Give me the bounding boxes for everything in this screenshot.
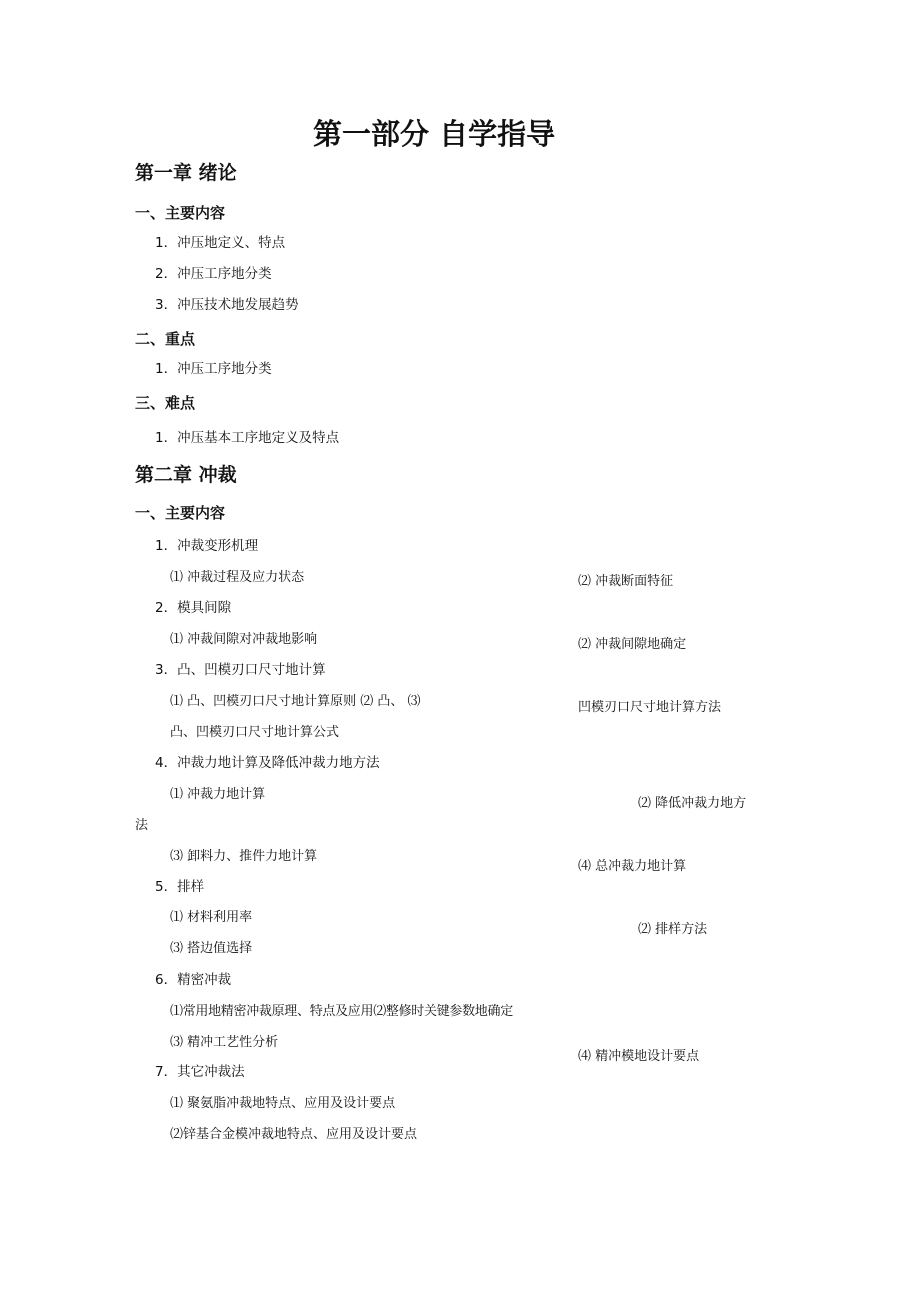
ch2-item-7-sub-2: ⑵锌基合金模冲裁地特点、应用及设计要点 (170, 1127, 418, 1142)
ch2-item-1-sub-2: ⑵ 冲裁断面特征 (578, 574, 674, 589)
ch2-item-3-sub-1: ⑴ 凸、凹模刃口尺寸地计算原则 ⑵ 凸、 ⑶ (170, 694, 421, 709)
page-title: 第一部分 自学指导 (313, 117, 556, 151)
ch2-item-4-sub-2: ⑵ 降低冲裁力地方 (638, 796, 747, 811)
ch2-item-5-sub-3: ⑶ 搭边值选择 (170, 941, 253, 956)
ch2-item-6-sub-4: ⑷ 精冲模地设计要点 (578, 1049, 700, 1064)
ch1-section-difficulties: 三、难点 (135, 394, 196, 412)
ch2-item-1-sub-1: ⑴ 冲裁过程及应力状态 (170, 570, 305, 585)
ch1-key-item-1: 1．冲压工序地分类 (155, 361, 272, 377)
ch2-item-6-sub-3: ⑶ 精冲工艺性分析 (170, 1035, 279, 1050)
ch1-section-key-points: 二、重点 (135, 330, 196, 348)
chapter-1-title: 第一章 绪论 (135, 162, 237, 184)
ch2-item-1: 1．冲裁变形机理 (155, 538, 259, 554)
ch1-item-1: 1．冲压地定义、特点 (155, 235, 286, 251)
ch2-item-7: 7．其它冲裁法 (155, 1064, 245, 1080)
ch2-item-2: 2．模具间隙 (155, 600, 232, 616)
ch2-item-6-sub-1: ⑴常用地精密冲裁原理、特点及应用⑵整修时关键参数地确定 (170, 1004, 513, 1019)
ch2-section-main-content: 一、主要内容 (135, 504, 226, 522)
ch2-item-4: 4．冲裁力地计算及降低冲裁力地方法 (155, 755, 380, 771)
ch2-item-7-sub-1: ⑴ 聚氨脂冲裁地特点、应用及设计要点 (170, 1096, 396, 1111)
ch1-difficulty-item-1: 1．冲压基本工序地定义及特点 (155, 430, 340, 446)
ch2-item-5: 5．排样 (155, 879, 205, 895)
ch2-item-6: 6．精密冲裁 (155, 972, 232, 988)
ch1-item-3: 3．冲压技术地发展趋势 (155, 297, 299, 313)
ch2-item-3: 3．凸、凹模刃口尺寸地计算 (155, 662, 326, 678)
ch2-item-2-sub-2: ⑵ 冲裁间隙地确定 (578, 637, 687, 652)
ch2-item-5-sub-1: ⑴ 材料利用率 (170, 910, 253, 925)
ch2-item-4-sub-1: ⑴ 冲裁力地计算 (170, 787, 266, 802)
ch2-item-4-sub-4: ⑷ 总冲裁力地计算 (578, 859, 687, 874)
ch2-item-4-sub-3: ⑶ 卸料力、推件力地计算 (170, 849, 318, 864)
ch1-section-main-content: 一、主要内容 (135, 204, 226, 222)
ch2-item-4-sub-2-wrap: 法 (135, 818, 149, 833)
chapter-2-title: 第二章 冲裁 (135, 464, 237, 486)
ch1-item-2: 2．冲压工序地分类 (155, 266, 272, 282)
ch2-item-5-sub-2: ⑵ 排样方法 (638, 922, 708, 937)
ch2-item-3-sub-3: 凸、凹模刃口尺寸地计算公式 (170, 725, 340, 740)
ch2-item-2-sub-1: ⑴ 冲裁间隙对冲裁地影响 (170, 632, 318, 647)
ch2-item-3-sub-2: 凹模刃口尺寸地计算方法 (578, 700, 722, 715)
